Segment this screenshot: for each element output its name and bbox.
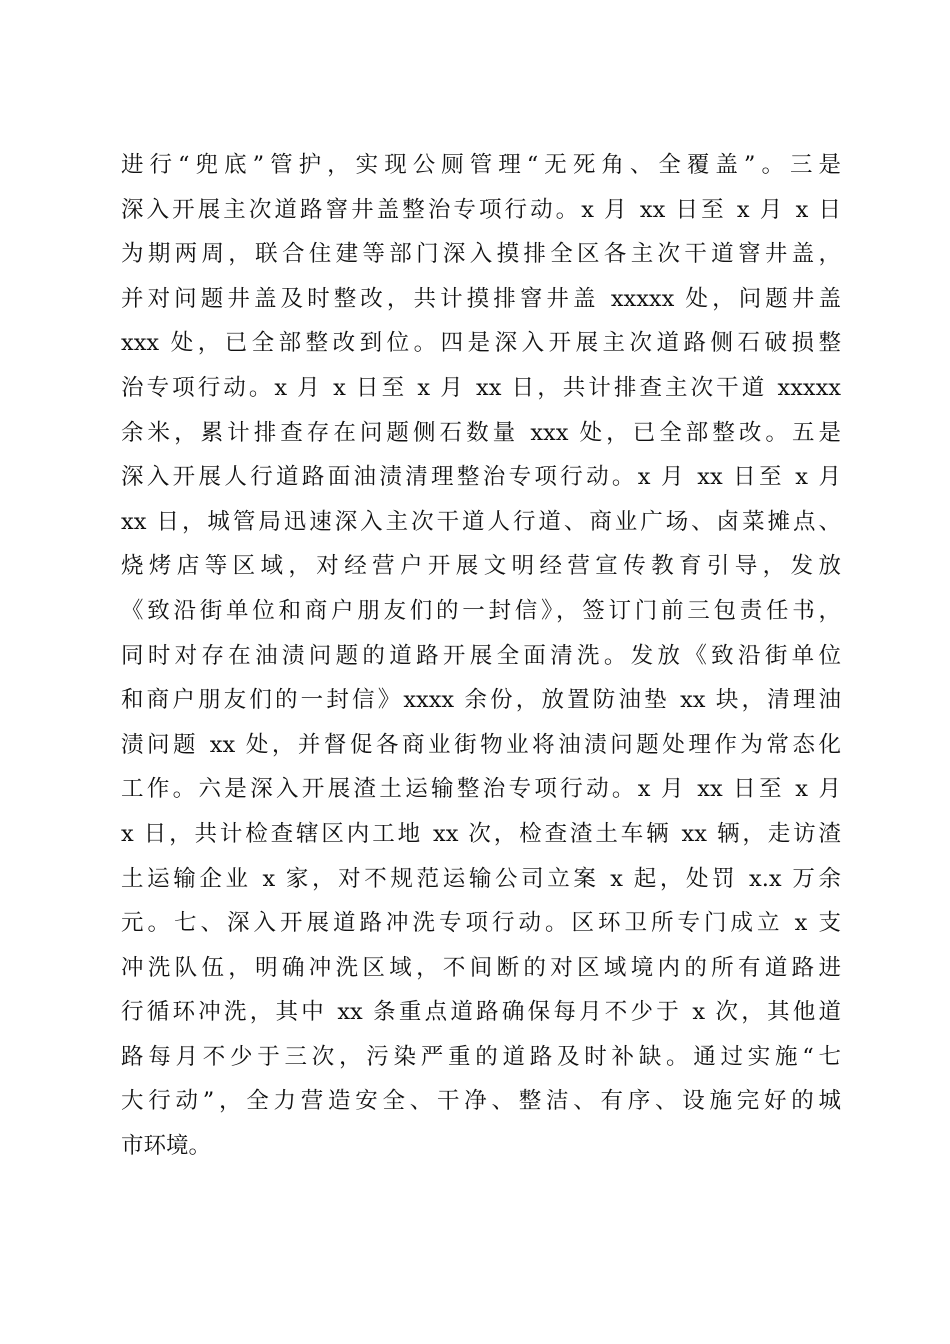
- text-line: 同时对存在油渍问题的道路开展全面清洗。发放《致沿街单位: [121, 642, 841, 669]
- text-line: 进行“兜底”管护，实现公厕管理“无死角、全覆盖”。三是: [121, 152, 841, 178]
- text-line: 烧烤店等区域，对经营户开展文明经营宣传教育引导，发放: [121, 553, 841, 580]
- text-line: x 日，共计检查辖区内工地 xx 次，检查渣土车辆 xx 辆，走访渣: [121, 820, 841, 847]
- text-line: 渍问题 xx 处，并督促各商业街物业将油渍问题处理作为常态化: [121, 731, 841, 758]
- body-paragraph: [121, 143, 841, 1169]
- text-line: 深入开展人行道路面油渍清理整治专项行动。x 月 xx 日至 x 月: [121, 464, 841, 491]
- text-line: 为期两周，联合住建等部门深入摸排全区各主次干道窨井盖，: [121, 241, 841, 268]
- text-line: 工作。六是深入开展渣土运输整治专项行动。x 月 xx 日至 x 月: [121, 776, 841, 803]
- text-line: 大行动”，全力营造安全、干净、整洁、有序、设施完好的城: [121, 1088, 841, 1115]
- text-line: 市环境。: [121, 1133, 212, 1160]
- text-line: 并对问题井盖及时整改，共计摸排窨井盖 xxxxx 处，问题井盖: [121, 285, 841, 312]
- text-line: 《致沿街单位和商户朋友们的一封信》，签订门前三包责任书，: [121, 597, 841, 624]
- text-line: xxx 处，已全部整改到位。四是深入开展主次道路侧石破损整: [121, 330, 841, 357]
- text-line: 元。七、深入开展道路冲洗专项行动。区环卫所专门成立 x 支: [121, 910, 841, 937]
- text-line: 治专项行动。x 月 x 日至 x 月 xx 日，共计排查主次干道 xxxxx: [121, 374, 841, 401]
- text-line: 余米，累计排查存在问题侧石数量 xxx 处，已全部整改。五是: [121, 419, 841, 446]
- text-line: 和商户朋友们的一封信》xxxx 余份，放置防油垫 xx 块，清理油: [121, 687, 841, 714]
- text-line: 土运输企业 x 家，对不规范运输公司立案 x 起，处罚 x.x 万余: [121, 865, 841, 892]
- text-line: xx 日，城管局迅速深入主次干道人行道、商业广场、卤菜摊点、: [121, 508, 841, 535]
- text-line: 路每月不少于三次，污染严重的道路及时补缺。通过实施“七: [121, 1043, 841, 1070]
- text-line: 行循环冲洗，其中 xx 条重点道路确保每月不少于 x 次，其他道: [121, 999, 841, 1026]
- text-line: 冲洗队伍，明确冲洗区域，不间断的对区域境内的所有道路进: [121, 954, 841, 981]
- text-line: 深入开展主次道路窨井盖整治专项行动。x 月 xx 日至 x 月 x 日: [121, 196, 841, 223]
